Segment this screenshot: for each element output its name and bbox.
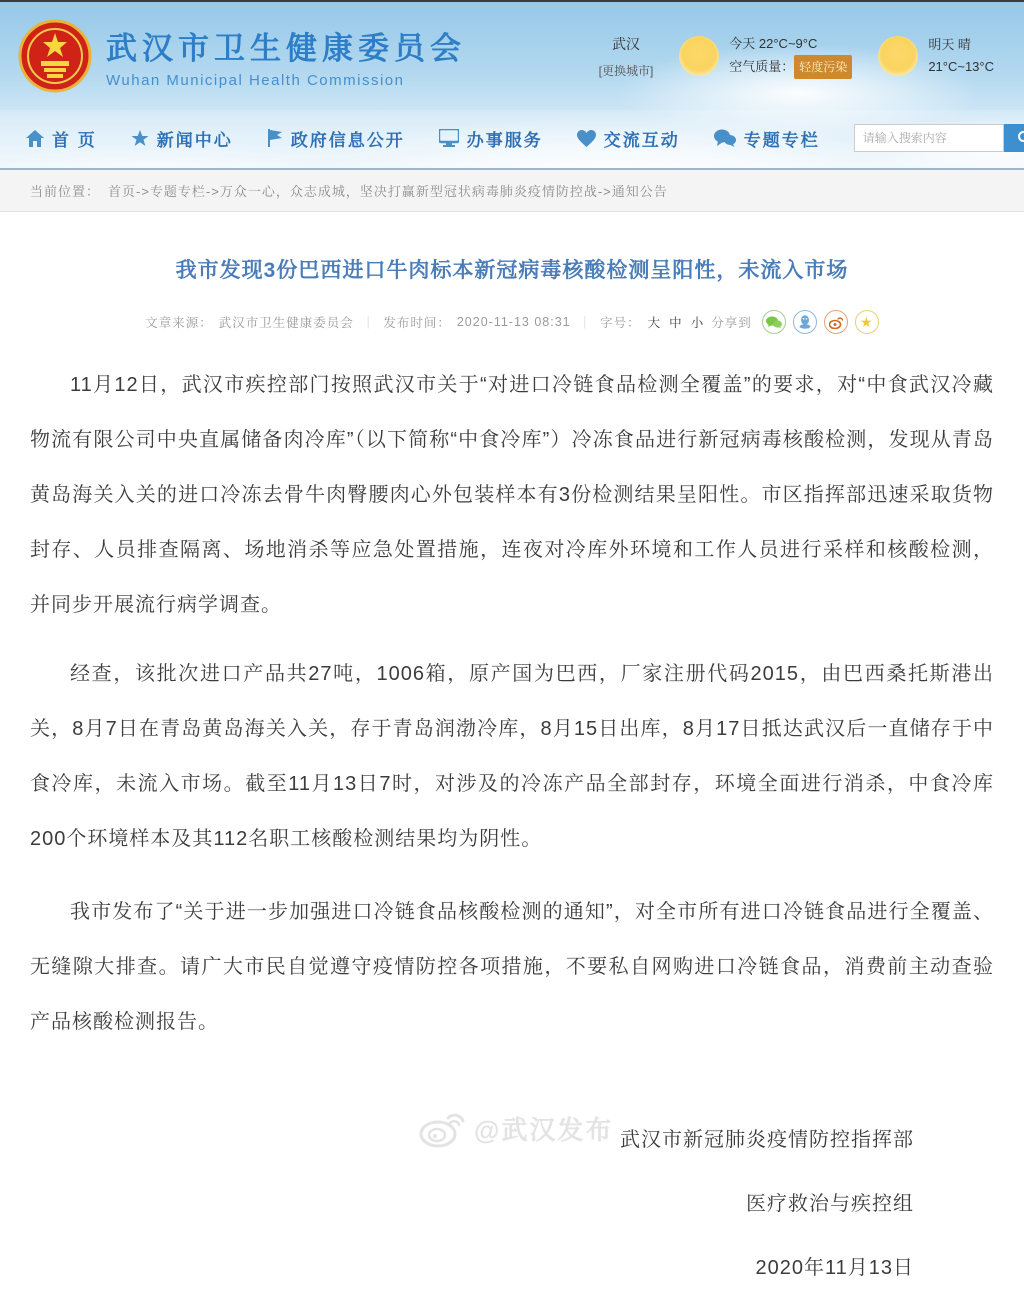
breadcrumb [0,170,1024,212]
paragraph: 我市发布了“关于进一步加强进口冷链食品核酸检测的通知”，对全市所有进口冷链食品进行全覆盖、无缝隙大排查。请广大市民自觉遵守疫情防控各项措施，不要私自网购进口冷链食品，消费前主动查验产品核酸检测报告。 [30,901,994,1033]
nav-label: 办事服务 [466,130,543,150]
air-quality-label: 空气质量： [729,59,795,74]
breadcrumb-path[interactable]: 首页->专题专栏->万众一心，众志成城，坚决打赢新型冠状病毒肺炎疫情防控战->通知公告 [108,184,668,199]
weather-tomorrow: 明天 晴 [928,37,971,52]
national-emblem-icon [18,19,92,93]
signature-group: 医疗救治与疾控组 [746,1193,914,1215]
meta-divider: ｜ [578,316,593,330]
sun-icon [878,36,918,76]
nav-item-news[interactable] [131,126,233,151]
source-label: 文章来源： [145,316,213,330]
weather-city: 武汉 [611,35,640,52]
flag-icon [267,129,283,147]
nav-label: 新闻中心 [156,130,233,150]
share-label: 分享到 [711,316,752,330]
weather-today: 今天 22°C~9°C [729,36,818,51]
site-title: 武汉市卫生健康委员会 [106,31,466,66]
meta-divider: ｜ [361,316,376,330]
weibo-share-icon[interactable] [824,310,848,334]
nav-item-interaction[interactable] [577,126,680,151]
share-icons [762,310,879,334]
article-signature [30,1108,994,1300]
font-size-small[interactable]: 小 [690,316,705,330]
star-icon [131,130,149,147]
main-nav [0,110,1024,166]
nav-label: 首 页 [52,130,97,150]
publish-time-label: 发布时间： [383,316,451,330]
home-icon [26,130,44,147]
header-banner [0,2,1024,170]
search-icon [1017,130,1024,146]
watermark-text: @武汉发布 [474,1114,614,1145]
nav-item-gov-info[interactable] [267,126,405,151]
change-city-link[interactable]: [更换城市] [598,63,654,78]
sun-icon [679,36,719,76]
chat-bubbles-icon [714,129,736,147]
font-size-medium[interactable]: 中 [669,316,683,330]
article [0,254,1024,1300]
paragraph: 经查，该批次进口产品共27吨，1006箱，原产国为巴西，厂家注册代码2015，由巴西桑托斯港出关，8月7日在青岛黄岛海关入关，存于青岛润渤冷库，8月15日出库，8月17日抵达武汉后一直储存于中食冷库，未流入市场。截至11月13日7时，对涉及的冷冻产品全部封存，环境全面进行消杀，中食冷库200个环境样本及其112名职工核酸检测结果均为阴性。 [30,663,994,850]
nav-item-services[interactable] [439,126,543,151]
article-body [30,358,994,1050]
signature-date: 2020年11月13日 [755,1257,914,1279]
article-title: 我市发现3份巴西进口牛肉标本新冠病毒核酸检测呈阳性，未流入市场 [175,259,849,282]
source-value: 武汉市卫生健康委员会 [218,316,354,330]
weather-widget [599,33,1006,79]
paragraph: 11月12日，武汉市疾控部门按照武汉市关于“对进口冷链食品检测全覆盖”的要求，对“中食武汉冷藏物流有限公司中央直属储备肉冷库”（以下简称“中食冷库”）冷冻食品进行新冠病毒核酸检测，发现从青岛黄岛海关入关的进口冷冻去骨牛肉臀腰肉心外包装样本有3份检测结果呈阳性。市区指挥部迅速采取货物封存、人员排查隔离、场地消杀等应急处置措施，连夜对冷库外环境和工作人员进行采样和核酸检测，并同步开展流行病学调查。 [30,374,994,616]
air-quality-badge: 轻度污染 [794,55,852,79]
search-button[interactable] [1004,124,1024,152]
nav-label: 专题专栏 [743,130,820,150]
font-size-label: 字号： [600,316,641,330]
publish-time-value: 2020-11-13 08:31 [456,315,571,329]
font-size-large[interactable]: 大 [647,316,662,330]
monitor-icon [439,129,459,147]
weather-tomorrow-temp: 21°C~13°C [928,59,994,74]
nav-item-home[interactable] [26,126,97,151]
wechat-share-icon[interactable] [762,310,786,334]
article-meta [30,310,994,334]
breadcrumb-label: 当前位置： [30,184,101,199]
nav-item-topics[interactable] [714,126,820,151]
nav-label: 政府信息公开 [290,130,405,150]
heart-icon [577,130,596,147]
search-input[interactable] [854,124,1004,152]
site-subtitle: Wuhan Municipal Health Commission [106,72,405,89]
signature-org: 武汉市新冠肺炎疫情防控指挥部 [620,1129,914,1151]
nav-label: 交流互动 [603,130,680,150]
qq-share-icon[interactable] [793,310,817,334]
qzone-share-icon[interactable]: ★ [855,310,879,334]
site-logo[interactable] [18,19,466,93]
